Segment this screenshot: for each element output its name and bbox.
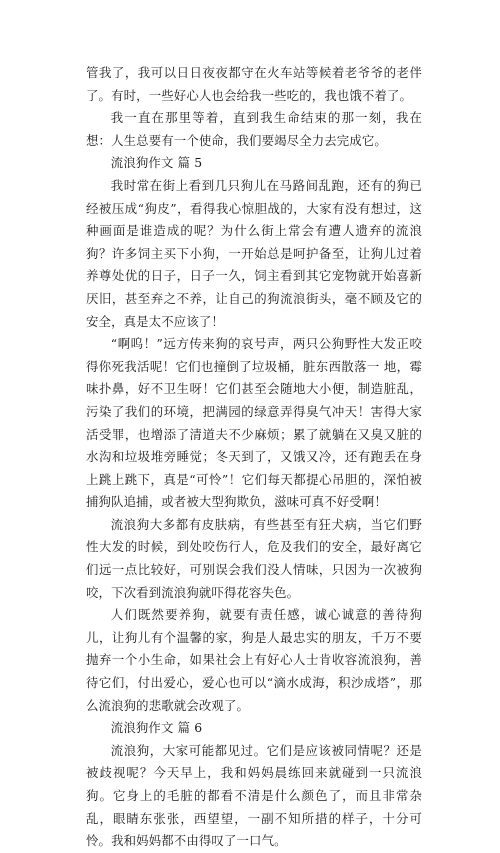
section-heading-5: 流浪狗作文 篇 5	[110, 155, 203, 171]
paragraph-5: 流浪狗大多都有皮肤病，有些甚至有狂犬病，当它们野性大发的时候，到处咬伤行人，危及我们的安全，最好离它们远一点比较好，可别误会我们没人情味，只因为一次被狗咬，下次看到流浪狗就吓得花容失色。	[86, 516, 422, 600]
paragraph-7: 流浪狗，大家可能都见过。它们是应该被同情呢？还是被歧视呢？今天早上，我和妈妈晨练回来就碰到一只流浪狗。它身上的毛脏的都看不清是什么颜色了，而且非常杂乱，眼睛东张张，西望望，一副不知所措的样子，十分可怜。我和妈妈都不由得叹了一口气。	[86, 742, 422, 849]
paragraph-2: 我一直在那里等着，直到我生命结束的那一刻，我在想：人生总要有一个使命，我们要竭尽全力去完成它。	[86, 110, 422, 148]
paragraph-6: 人们既然要养狗，就要有责任感，诚心诚意的善待狗儿，让狗儿有个温馨的家，狗是人最忠实的朋友，千万不要抛弃一个小生命，如果社会上有好心人士肯收容流浪狗，善待它们，付出爱心，爱心也可以“滴水成海，积沙成塔”，那么流浪狗的悲歌就会改观了。	[86, 607, 422, 713]
paragraph-1: 管我了，我可以日日夜夜都守在火车站等候着老爷爷的老伴了。有时，一些好心人也会给我一些吃的，我也饿不着了。	[86, 65, 422, 103]
paragraph-4: “啊呜！”远方传来狗的哀号声，两只公狗野性大发正咬得你死我活呢！它们也撞倒了垃圾桶，脏东西散落一 地，霉味扑鼻，好不卫生呀！它们甚至会随地大小便，制造脏乱，污染了我们的环境，把满园的绿意弄得臭气冲天！害得大家活受罪，也增添了清道夫不少麻烦；累了就躺在又臭又脏的水沟和垃圾堆旁睡觉；冬天到了，又饿又冷，还有跑丢在身上跳上跳下，真是“可怜”！它们每天都提心吊胆的，深怕被捕狗队追捕，或者被大型狗欺负，滋味可真不好受啊！	[86, 336, 422, 510]
paragraph-3: 我时常在街上看到几只狗儿在马路间乱跑，还有的狗已经被压成“狗皮”，看得我心惊胆战的，大家有没有想过，这种画面是谁造成的呢？为什么街上常会有遭人遗弃的流浪狗？许多饲主买下小狗，一开始总是呵护备至，让狗儿过着养尊处优的日子，日子一久，饲主看到其它宠物就开始喜新厌旧，甚至弃之不养，让自己的狗流浪街头，毫不顾及它的安全，真是太不应该了！	[86, 177, 422, 329]
section-heading-6: 流浪狗作文 篇 6	[110, 720, 203, 736]
